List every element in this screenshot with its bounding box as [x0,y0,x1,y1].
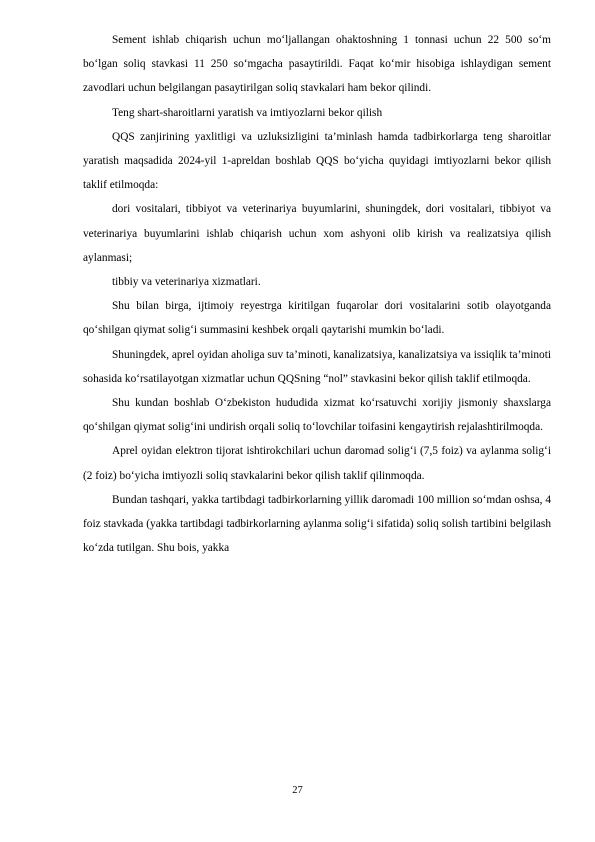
paragraph-vat-chain: QQS zanjirining yaxlitligi va uzluksizligini ta’minlash hamda tadbirkorlarga teng sharoitlar yaratish maqsadida 2024-yil 1-apreldan boshlab QQS bo‘yicha quyidagi imtiyozlarni bekor qilish taklif etilmoqda: [83,130,551,192]
paragraph-medical-services: tibbiy va veterinariya xizmatlari. [112,276,261,289]
paragraph-medicines: dori vositalari, tibbiyot va veterinariya buyumlarini, shuningdek, dori vositalari, tibbiyot va veterinariya buyumlarini ishlab chiqarish uchun xom ashyoni olib kirish va realizatsiya qilish aylanmasi; [83,203,551,264]
body-text [83,28,551,560]
paragraph-individual-entrepreneurs: Bundan tashqari, yakka tartibdagi tadbirkorlarning yillik daromadi 100 million so‘mdan oshsa, 4 foiz stavkada (yakka tartibdagi tadbirkorlarning aylanma solig‘i sifatida) soliq solish tartibini belgilash ko‘zda tutilgan. Shu bois, yakka [83,493,551,555]
paragraph-zero-rate: Shuningdek, aprel oyidan aholiga suv ta’minoti, kanalizatsiya, kanalizatsiya va issiqlik ta’minoti sohasida ko‘rsatilayotgan xizmatlar uchun QQSning “nol” stavkasini bekor qilish taklif etilmoqda. [83,348,551,385]
paragraph-cashback: Shu bilan birga, ijtimoiy reyestrga kiritilgan fuqarolar dori vositalarini sotib olayotganda qo‘shilgan qiymat solig‘i summasini keshbek orqali qaytarishi mumkin bo‘ladi. [83,300,551,337]
paragraph-cement-tax: Sement ishlab chiqarish uchun mo‘ljallangan ohaktoshning 1 tonnasi uchun 22 500 so‘m bo‘lgan soliq stavkasi 11 250 so‘mgacha pasaytirildi. Faqat ko‘mir hisobiga ishlaydigan sement zavodlari uchun belgilangan pasaytirilgan soliq stavkalari ham bekor qilindi. [83,34,551,95]
page-number: 27 [292,785,303,796]
paragraph-foreign-individuals: Shu kundan boshlab O‘zbekiston hududida xizmat ko‘rsatuvchi xorijiy jismoniy shaxslarga qo‘shilgan qiymat solig‘ini undirish orqali soliq to‘lovchilar toifasini kengaytirish rejalashtirilmoqda. [83,397,551,434]
paragraph-heading-equal-conditions: Teng shart-sharoitlarni yaratish va imtiyozlarni bekor qilish [112,106,383,119]
paragraph-e-commerce: Aprel oyidan elektron tijorat ishtirokchilari uchun daromad solig‘i (7,5 foiz) va aylanma solig‘i (2 foiz) bo‘yicha imtiyozli soliq stavkalarini bekor qilish taklif qilinmoqda. [83,445,551,482]
